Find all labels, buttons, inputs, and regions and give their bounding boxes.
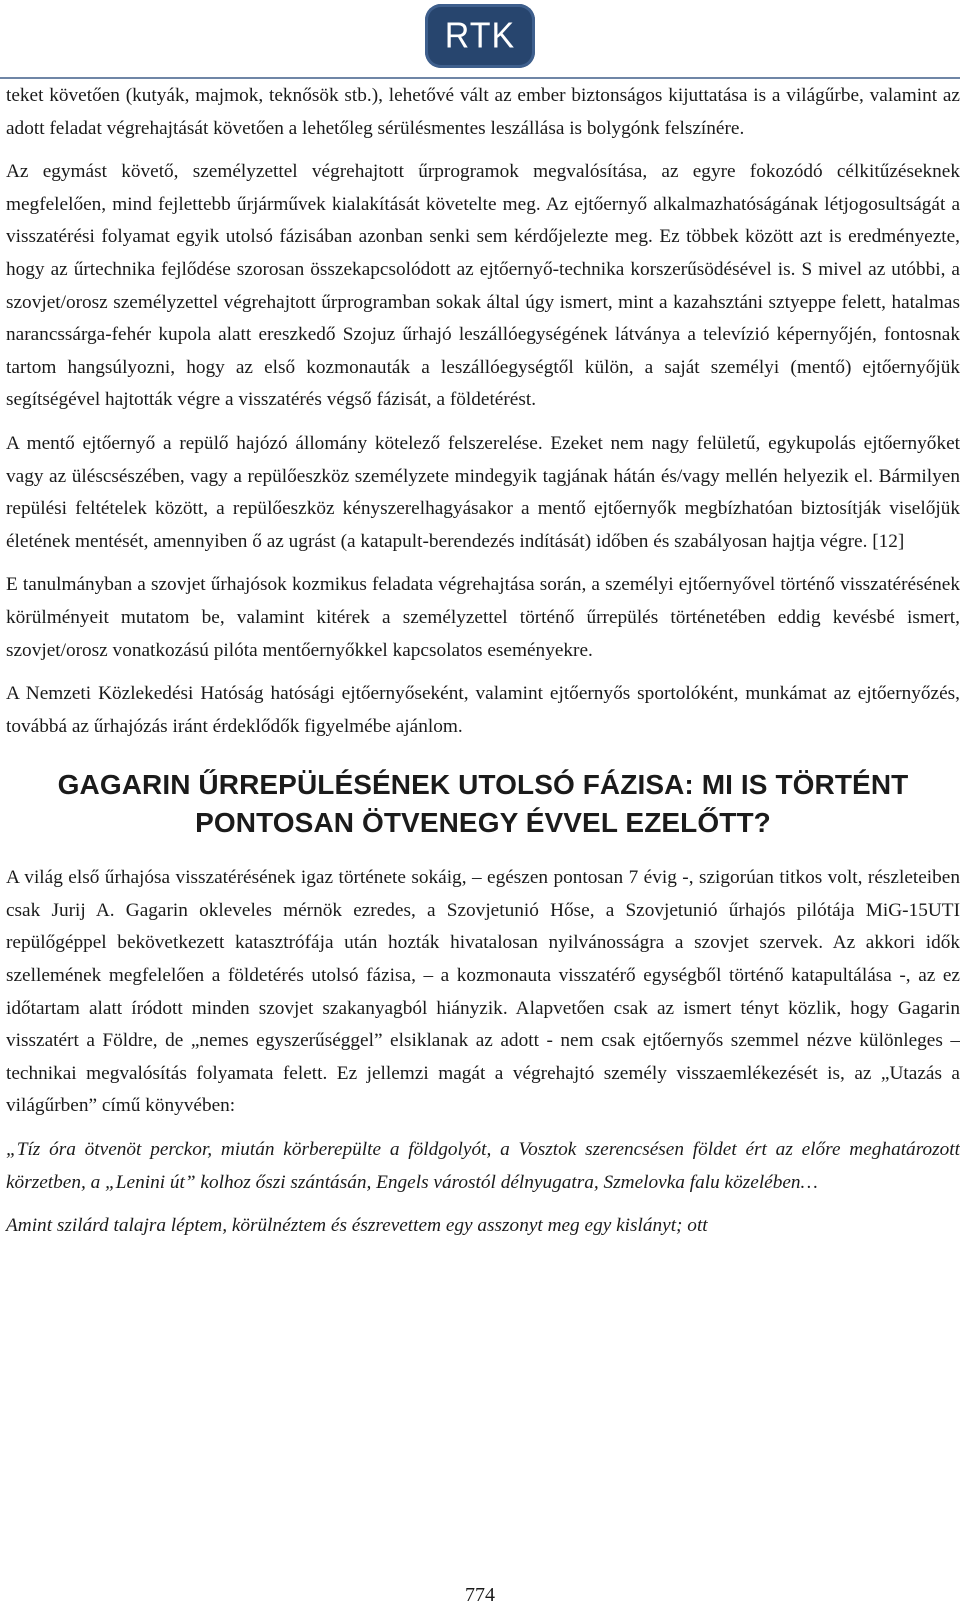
paragraph-6: A világ első űrhajósa visszatérésének igaz története sokáig, – egészen pontosan 7 évig -, szigorúan titkos volt, részleteiben csak Jurij A. Gagarin okleveles mérnök ezredes, a Szovjetunió Hőse, a Szovjetunió űrhajós pilótája MiG-15UTI repülőgéppel bekövetkezett katasztrófája után hozták hivatalosan nyilvánosságra a szovjet szervek. Az akkori idők szellemének megfelelően a földetérés utolsó fázisa, – a kozmonauta visszatérő egységből történő katapultálása -, az ez időtartam alatt íródott minden szovjet szakanyagból hiányzik. Alapvetően csak az ismert tényt közlik, hogy Gagarin visszatért a Földre, de „nemes egyszerűséggel” elsiklanak az adott - nem csak ejtőernyős szemmel nézve különleges – technikai megvalósítás folyamata felett. Ez jellemzi magát a végrehajtó személy visszaemlékezését is, az „Utazás a világűrben” című könyvében: <box>6 867 960 1117</box>
logo-text: RTK <box>444 15 516 56</box>
quote-paragraph-2: Amint szilárd talajra léptem, körülnéztem és észrevettem egy asszonyt meg egy kislányt; ott <box>6 1215 708 1237</box>
section-heading: GAGARIN ŰRREPÜLÉSÉNEK UTOLSÓ FÁZISA: MI IS TÖRTÉNT PONTOSAN ÖTVENEGY ÉVVEL EZELŐTT? <box>57 769 909 839</box>
header-divider <box>0 77 960 79</box>
quote-paragraph-1: „Tíz óra ötvenöt perckor, miután körberepülte a földgolyót, a Vosztok szerencsésen földet ért az előre meghatározott körzetben, a „Lenini út” kolhoz őszi szántásán, Engels várostól délnyugatra, Szmelovka falu közelében… <box>6 1139 960 1193</box>
paragraph-3: A mentő ejtőernyő a repülő hajózó állomány kötelező felszerelése. Ezeket nem nagy felületű, egykupolás ejtőernyőket vagy az üléscsészében, vagy a repülőeszköz személyzete mindegyik tagjának hátán és/vagy mellén helyezik el. Bármilyen repülési feltételek között, a repülőeszköz kényszerelhagyásakor a mentő ejtőernyők megbízhatóan biztosítják viselőjük életének mentését, amennyiben ő az ugrást (a katapult-berendezés indítását) időben és szabályosan hajtja végre. [12] <box>6 432 960 552</box>
document-body <box>6 80 960 1254</box>
page-number: 774 <box>465 1584 495 1606</box>
paragraph-2: Az egymást követő, személyzettel végrehajtott űrprogramok megvalósítása, az egyre fokozódó célkitűzéseknek megfelelően, mind fejlettebb űrjárművek kialakítását követelte meg. Az ejtőernyő alkalmazhatóságának létjogosultságát a visszatérési folyamat egyik utolsó fázisában azonban senki sem kérdőjelezte meg. Ez többek között azt is eredményezte, hogy az űrtechnika fejlődése szorosan összekapcsolódott az ejtőernyő-technika korszerűsödésével is. S mivel az utóbbi, a szovjet/orosz személyzettel végrehajtott űrprogramban sokak által úgy ismert, mint a kazahsztáni sztyeppe felett, hatalmas narancssárga-fehér kupola alatt ereszkedő Szojuz űrhajó leszállóegységének látványa a televízió képernyőjén, fontosnak tartom hangsúlyozni, hogy az első kozmonauták a leszállóegységtől külön, a saját személyi (mentő) ejtőernyőjük segítségével hajtották végre a visszatérés végső fázisát, a földetérést. <box>6 161 960 411</box>
paragraph-5: A Nemzeti Közlekedési Hatóság hatósági ejtőernyőseként, valamint ejtőernyős sportolóként, munkámat az ejtőernyőzés, továbbá az űrhajózás iránt érdeklődők figyelmébe ajánlom. <box>6 683 960 737</box>
paragraph-1: teket követően (kutyák, majmok, teknősök stb.), lehetővé vált az ember biztonságos kijuttatása is a világűrbe, valamint az adott feladat végrehajtását követően a lehetőleg sérülésmentes leszállása is bolygónk felszínére. <box>6 85 960 139</box>
page-header <box>0 0 960 78</box>
paragraph-4: E tanulmányban a szovjet űrhajósok kozmikus feladata végrehajtása során, a személyi ejtőernyővel történő visszatérésének körülményeit mutatom be, valamint kitérek a személyzettel történő űrrepülés történetében eddig kevésbé ismert, szovjet/orosz vonatkozású pilóta mentőernyőkkel kapcsolatos eseményekre. <box>6 574 960 661</box>
rtk-logo <box>425 4 535 68</box>
